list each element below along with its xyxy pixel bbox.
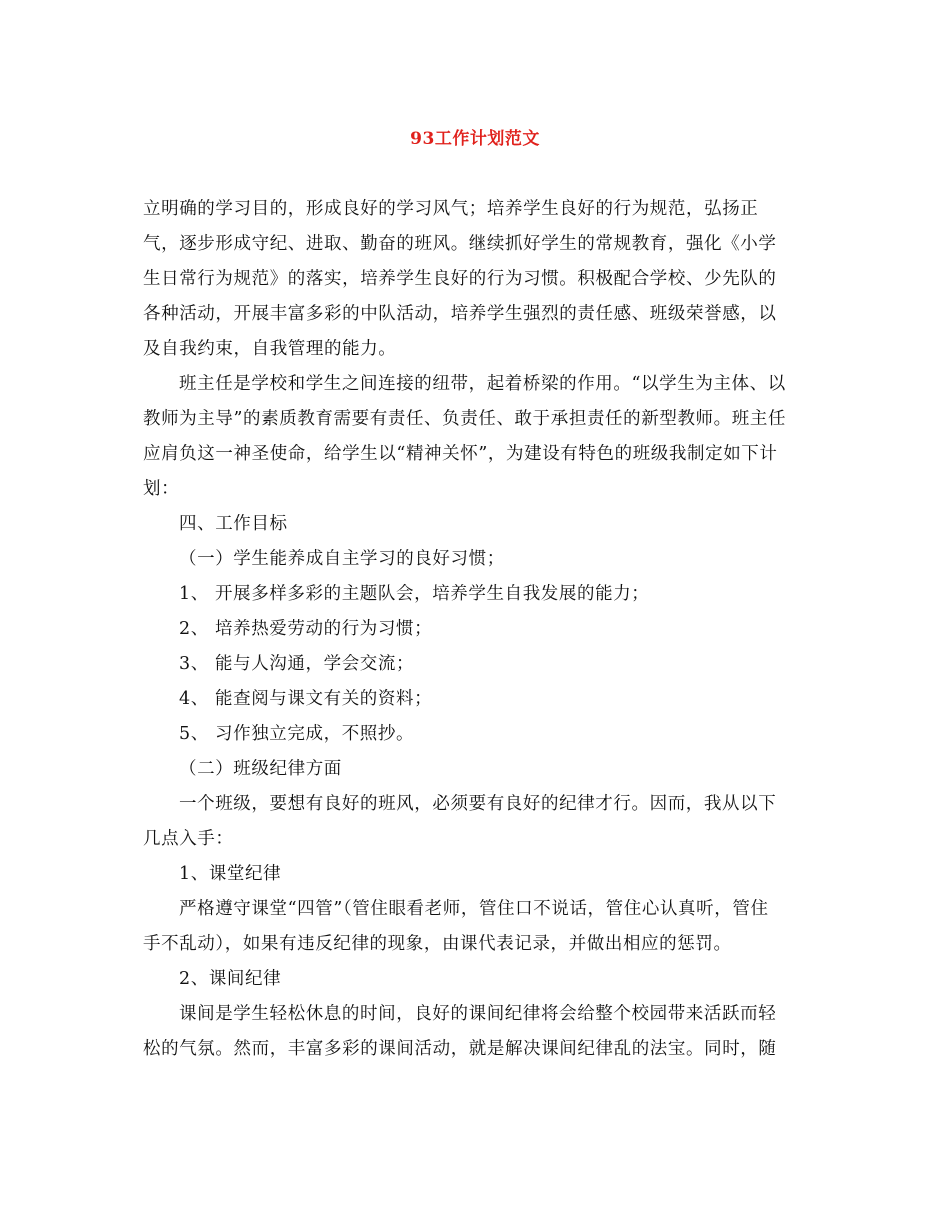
- paragraph-line: 及自我约束，自我管理的能力。: [143, 339, 397, 359]
- paragraph-line: 严格遵守课堂“四管”（管住眼看老师，管住口不说话，管住心认真听，管住: [179, 899, 769, 919]
- paragraph-line: 教师为主导”的素质教育需要有责任、负责任、敢于承担责任的新型教师。班主任: [143, 409, 787, 429]
- section-heading: 四、工作目标: [179, 514, 288, 534]
- subsection-heading: （一）学生能养成自主学习的良好习惯；: [179, 549, 505, 569]
- list-item: 2、 培养热爱劳动的行为习惯；: [179, 619, 433, 639]
- list-item: 1、 开展多样多彩的主题队会，培养学生自我发展的能力；: [179, 584, 650, 604]
- paragraph-line: 课间是学生轻松休息的时间，良好的课间纪律将会给整个校园带来活跃而轻: [179, 1004, 777, 1024]
- subsection-heading: 2、课间纪律: [179, 969, 282, 989]
- paragraph-line: 气，逐步形成守纪、进取、勤奋的班风。继续抓好学生的常规教育，强化《小学: [143, 234, 777, 254]
- list-item: 3、 能与人沟通，学会交流；: [179, 654, 415, 674]
- list-item: 5、 习作独立完成，不照抄。: [179, 724, 415, 744]
- paragraph-line: 各种活动，开展丰富多彩的中队活动，培养学生强烈的责任感、班级荣誉感，以: [143, 304, 777, 324]
- subsection-heading: （二）班级纪律方面: [179, 759, 342, 779]
- paragraph-line: 划：: [143, 479, 180, 499]
- paragraph-line: 立明确的学习目的，形成良好的学习风气；培养学生良好的行为规范，弘扬正: [143, 199, 759, 219]
- subsection-heading: 1、课堂纪律: [179, 864, 282, 884]
- paragraph-line: 手不乱动），如果有违反纪律的现象，由课代表记录，并做出相应的惩罚。: [143, 934, 732, 954]
- paragraph-line: 一个班级，要想有良好的班风，必须要有良好的纪律才行。因而，我从以下: [179, 794, 777, 814]
- paragraph-line: 应肩负这一神圣使命，给学生以“精神关怀”，为建设有特色的班级我制定如下计: [143, 444, 778, 464]
- document-title: 93工作计划范文: [410, 129, 540, 149]
- paragraph-line: 松的气氛。然而，丰富多彩的课间活动，就是解决课间纪律乱的法宝。同时，随: [143, 1039, 777, 1059]
- paragraph-line: 几点入手：: [143, 829, 234, 849]
- paragraph-line: 生日常行为规范》的落实，培养学生良好的行为习惯。积极配合学校、少先队的: [143, 269, 777, 289]
- paragraph-line: 班主任是学校和学生之间连接的纽带，起着桥梁的作用。“以学生为主体、以: [179, 374, 786, 394]
- list-item: 4、 能查阅与课文有关的资料；: [179, 689, 433, 709]
